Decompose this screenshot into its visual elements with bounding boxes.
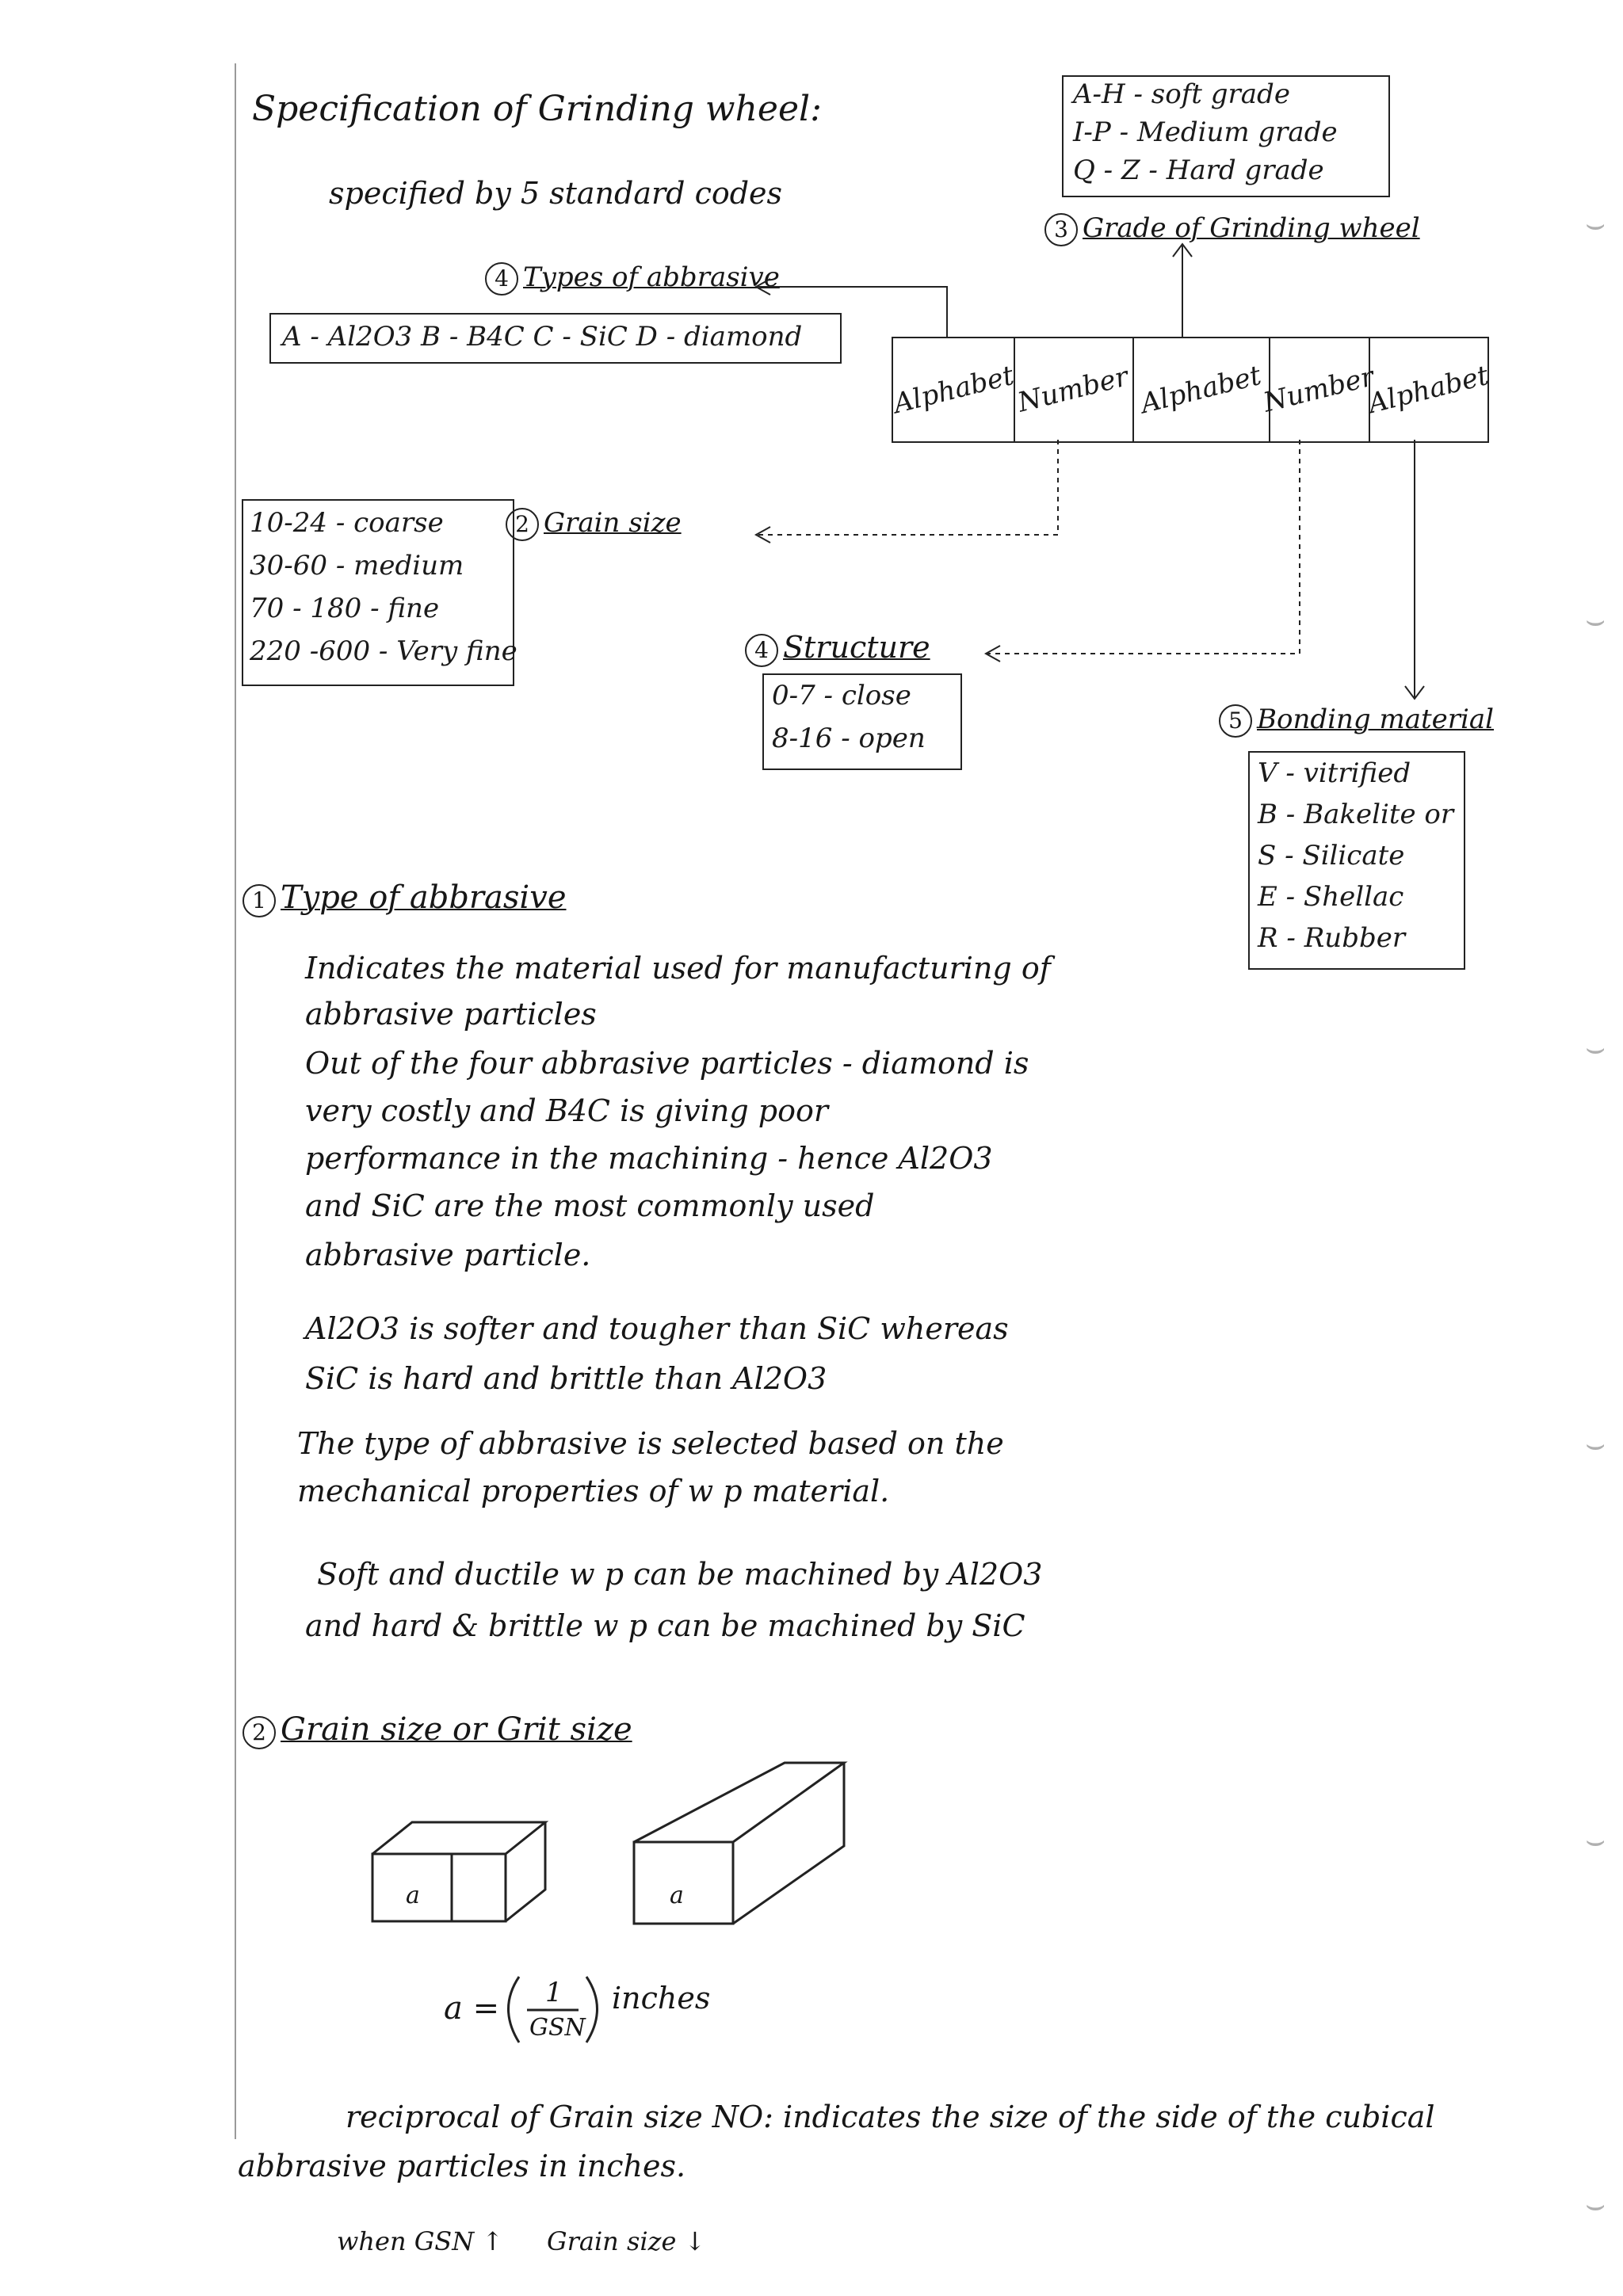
cube-drawing [372,1822,545,1921]
section1-line: Soft and ductile w p can be machined by Al2O3 [317,1557,1043,1592]
section2-line: abbrasive particles in inches. [238,2149,686,2183]
grade-row: Q - Z - Hard grade [1073,154,1324,186]
abrasive-number: 4 [485,262,518,296]
section1-line: very costly and B4C is giving poor [305,1093,829,1128]
section1-number: 1 [242,884,276,917]
cube-label: a [406,1882,420,1909]
section2-last-line-b: Grain size ↓ [547,2226,706,2256]
section2-last-line-a: when GSN ↑ [337,2226,504,2256]
grade-label-text: Grade of Grinding wheel [1083,212,1420,244]
section1-heading-text: Type of abbrasive [281,879,567,916]
section1-line: performance in the machining - hence Al2O3 [305,1141,993,1176]
grade-row: A-H - soft grade [1073,78,1290,110]
abrasive-label-text: Types of abbrasive [523,261,780,293]
grain-row: 30-60 - medium [250,550,464,582]
binder-mark: ⌣ [1585,1822,1606,1859]
grain-label-text: Grain size [544,507,682,539]
section1-line: mechanical properties of w p material. [297,1474,890,1508]
formula-denominator: GSN [529,2014,586,2042]
binder-mark: ⌣ [1585,1426,1606,1463]
grain-row: 70 - 180 - fine [250,593,440,624]
grain-row: 10-24 - coarse [250,507,444,539]
structure-number: 4 [745,634,778,667]
formula-lhs: a = [444,1990,500,2027]
structure-label-text: Structure [783,630,930,665]
grain-row: 220 -600 - Very fine [250,635,517,667]
page-subtitle: specified by 5 standard codes [329,176,783,211]
code-cell-text: Alphabet [1365,359,1492,421]
bonding-row: B - Bakelite or [1258,799,1454,830]
bonding-row: R - Rubber [1258,922,1406,954]
formula-paren-right [586,1977,598,2042]
section1-line: Indicates the material used for manufacturing of [305,951,1051,986]
grade-row: I-P - Medium grade [1073,116,1338,148]
code-cell-text: Alphabet [1136,359,1264,421]
formula-paren-left [509,1977,520,2042]
grade-number: 3 [1044,213,1078,246]
page-title: Specification of Grinding wheel: [252,89,822,129]
section1-line: Out of the four abbrasive particles - diamond is [305,1046,1029,1081]
abrasive-values: A - Al2O3 B - B4C C - SiC D - diamond [282,321,803,353]
formula-unit: inches [612,1981,711,2016]
section2-line: reciprocal of Grain size NO: indicates the size of the side of the cubical [346,2100,1435,2134]
section1-line: and hard & brittle w p can be machined by SiC [305,1608,1025,1643]
bonding-row: E - Shellac [1258,881,1404,913]
bonding-label-text: Bonding material [1257,704,1495,735]
section1-line: SiC is hard and brittle than Al2O3 [305,1361,827,1396]
binder-mark: ⌣ [1585,1030,1606,1066]
binder-mark: ⌣ [1585,602,1606,639]
bonding-row: S - Silicate [1258,840,1405,871]
code-cell-text: Alphabet [890,359,1018,421]
bonding-number: 5 [1219,704,1252,738]
prism-drawing [634,1763,844,1924]
structure-row: 8-16 - open [772,723,926,754]
section2-number: 2 [242,1716,276,1749]
binder-mark: ⌣ [1585,206,1606,242]
grain-number: 2 [506,508,539,541]
section2-heading-text: Grain size or Grit size [281,1711,632,1748]
section1-line: The type of abbrasive is selected based on the [297,1426,1004,1461]
formula-numerator: 1 [545,1977,563,2008]
prism-label: a [670,1882,684,1909]
section1-line: abbrasive particle. [305,1238,591,1272]
code-cell-text: Number [1014,360,1132,419]
bonding-row: V - vitrified [1258,757,1411,789]
section1-line: and SiC are the most commonly used [305,1188,875,1223]
section1-line: Al2O3 is softer and tougher than SiC whereas [305,1311,1009,1346]
section1-line: abbrasive particles [305,997,597,1032]
code-cell-text: Number [1260,360,1377,419]
binder-mark: ⌣ [1585,2187,1606,2223]
structure-row: 0-7 - close [772,680,911,711]
